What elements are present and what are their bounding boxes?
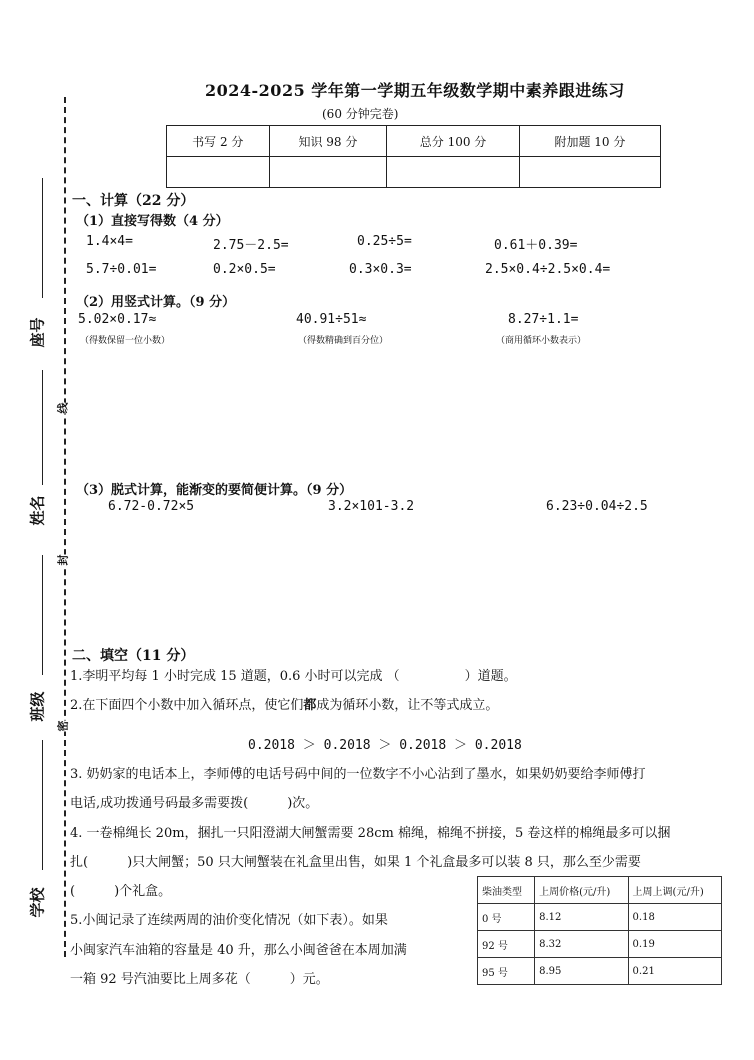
fill-question-4-line2: 扎( )只大闸蟹；50 只大闸蟹装在礼盒里出售，如果 1 个礼盒最多可以装 8 只，那么至少需要 — [70, 855, 641, 870]
section2-title: 二、填空（11 分） — [72, 648, 195, 664]
margin-label-seat: 座号 — [28, 317, 47, 348]
table-row — [478, 904, 722, 931]
fill-question-2 — [70, 694, 498, 713]
margin-label-school: 学校 — [28, 887, 47, 918]
score-header-total: 总分 100 分 — [387, 126, 520, 157]
part3-title: （3）脱式计算，能渐变的要简便计算。（9 分） — [76, 483, 353, 498]
calc-item: 1.4×4= — [86, 234, 133, 249]
vertical-calc-note: （得数精确到百分位） — [298, 336, 389, 346]
oil-price-table — [477, 876, 722, 985]
table-row — [478, 931, 722, 958]
fill-question-4-line3: ( )个礼盒。 — [70, 884, 172, 899]
fill-question-5-line1: 5.小闽记录了连续两周的油价变化情况（如下表）。如果 — [70, 913, 388, 928]
calc-item: 0.61＋0.39= — [494, 238, 578, 253]
score-cell-total[interactable] — [387, 157, 520, 188]
fill-question-3-line1: 3. 奶奶家的电话本上，李师傅的电话号码中间的一位数字不小心沾到了墨水，如果奶奶要给李师傅打 — [70, 767, 646, 782]
section1-title: 一、计算（22 分） — [72, 193, 195, 209]
part1-title: （1）直接写得数（4 分） — [76, 214, 229, 229]
calc-item: 5.7÷0.01= — [86, 262, 157, 277]
q2-text-b: 成为循环小数，让不等式成立。 — [316, 698, 499, 713]
fill-question-3-line2: 电话,成功拨通号码最多需要拨( )次。 — [70, 796, 319, 811]
vertical-calc-item: 8.27÷1.1= — [508, 312, 579, 327]
q2-text-a: 2.在下面四个小数中加入循环点，使它们 — [70, 698, 304, 713]
oil-header-type: 柴油类型 — [478, 877, 535, 904]
page-title: 2024-2025 学年第一学期五年级数学期中素养跟进练习 — [205, 81, 625, 100]
fill-question-5-line3: 一箱 92 号汽油要比上周多花（ ）元。 — [70, 972, 329, 987]
q2-text-bold: 都 — [303, 698, 317, 713]
name-fill-line — [42, 370, 43, 485]
vertical-calc-note: （得数保留一位小数） — [80, 336, 171, 346]
oil-type-cell: 0 号 — [478, 904, 535, 931]
score-cell-knowledge[interactable] — [269, 157, 387, 188]
seat-fill-line — [42, 178, 43, 298]
oil-price-cell: 8.95 — [535, 958, 628, 985]
vertical-calc-item: 5.02×0.17≈ — [78, 312, 157, 327]
table-row — [478, 958, 722, 985]
oil-increase-cell: 0.19 — [628, 931, 721, 958]
oil-type-cell: 92 号 — [478, 931, 535, 958]
oil-increase-cell: 0.18 — [628, 904, 721, 931]
binding-dashed-line — [64, 97, 66, 957]
calc-item: 2.5×0.4÷2.5×0.4= — [485, 262, 611, 277]
oil-price-cell: 8.32 — [535, 931, 628, 958]
calc-item: 2.75－2.5= — [213, 238, 289, 253]
seal-mark-secret: 密 — [56, 720, 70, 732]
seal-mark-line: 线 — [56, 402, 70, 414]
stepwise-calc-item: 3.2×101-3.2 — [328, 499, 415, 514]
part2-title: （2）用竖式计算。（9 分） — [76, 295, 236, 310]
q2-inequality: 0.2018 ＞ 0.2018 ＞ 0.2018 ＞ 0.2018 — [248, 738, 522, 753]
calc-item: 0.25÷5= — [357, 234, 412, 249]
seal-mark-seal: 封 — [56, 554, 70, 566]
oil-header-increase: 上周上调(元/升) — [628, 877, 721, 904]
stepwise-calc-item: 6.23÷0.04÷2.5 — [546, 499, 648, 514]
stepwise-calc-item: 6.72-0.72×5 — [108, 499, 195, 514]
score-header-knowledge: 知识 98 分 — [269, 126, 387, 157]
calc-item: 0.3×0.3= — [349, 262, 412, 277]
fill-question-1: 1.李明平均每 1 小时完成 15 道题，0.6 小时可以完成 （ ）道题。 — [70, 669, 517, 684]
oil-increase-cell: 0.21 — [628, 958, 721, 985]
fill-question-5-line2: 小闽家汽车油箱的容量是 40 升，那么小闽爸爸在本周加满 — [70, 943, 407, 958]
page-subtitle: (60 分钟完卷) — [322, 107, 399, 121]
score-header-bonus: 附加题 10 分 — [519, 126, 660, 157]
margin-label-name: 姓名 — [28, 495, 47, 526]
score-cell-bonus[interactable] — [519, 157, 660, 188]
score-header-writing: 书写 2 分 — [167, 126, 270, 157]
fill-question-4-line1: 4. 一卷棉绳长 20m，捆扎一只阳澄湖大闸蟹需要 28cm 棉绳，棉绳不拼接，5 卷这样的棉绳最多可以捆 — [70, 826, 671, 841]
calc-item: 0.2×0.5= — [213, 262, 276, 277]
margin-label-class: 班级 — [28, 691, 47, 722]
oil-type-cell: 95 号 — [478, 958, 535, 985]
oil-price-cell: 8.12 — [535, 904, 628, 931]
vertical-calc-item: 40.91÷51≈ — [296, 312, 367, 327]
class-fill-line — [42, 555, 43, 675]
score-table — [166, 125, 661, 188]
school-fill-line — [42, 740, 43, 870]
score-cell-writing[interactable] — [167, 157, 270, 188]
oil-header-price: 上周价格(元/升) — [535, 877, 628, 904]
vertical-calc-note: （商用循环小数表示） — [496, 336, 587, 346]
